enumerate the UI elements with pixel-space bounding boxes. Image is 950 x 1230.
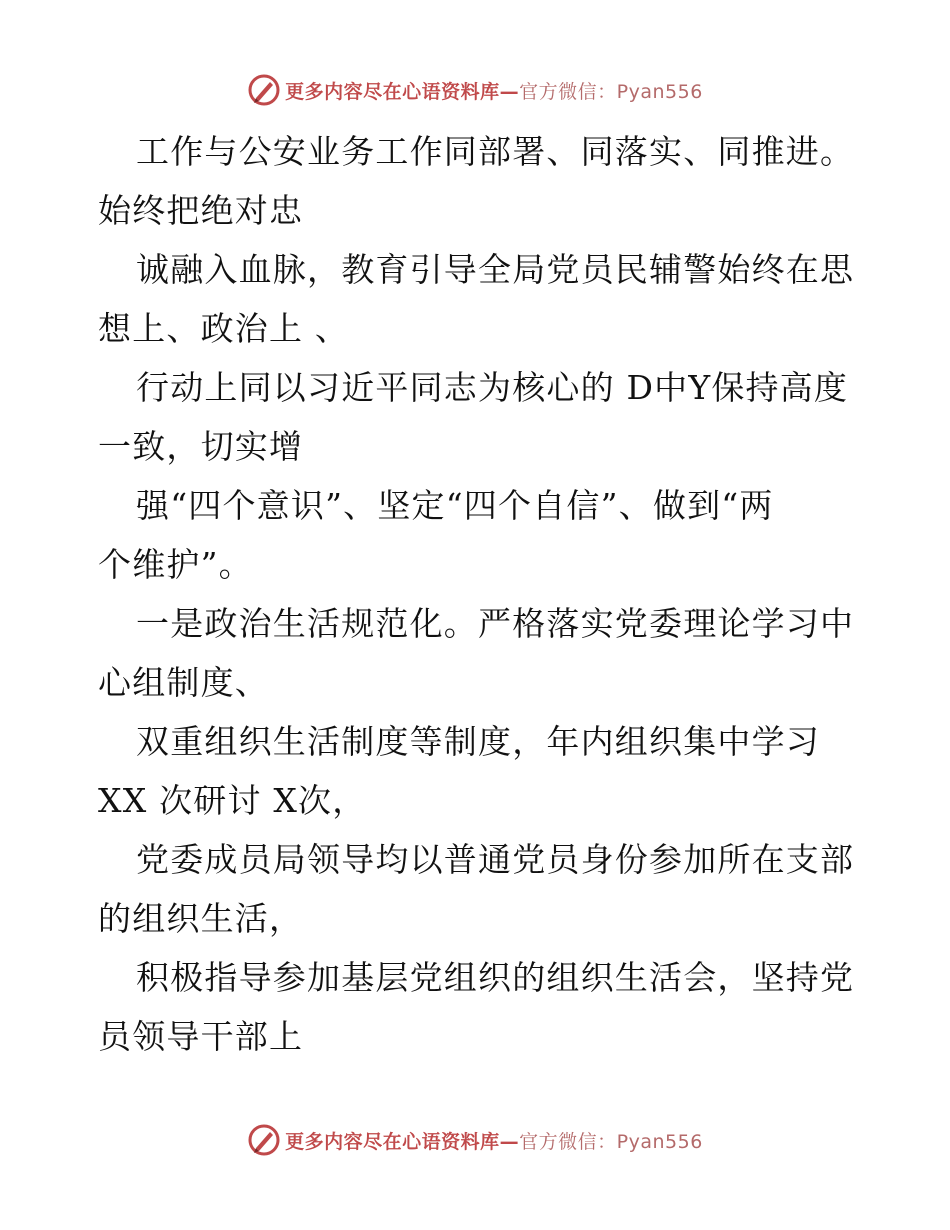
paragraph-line: 行动上同以习近平同志为核心的 D中Y保持高度 bbox=[136, 368, 849, 407]
watermark-text bbox=[285, 77, 703, 104]
paragraph bbox=[98, 240, 868, 358]
watermark-text bbox=[285, 1127, 703, 1154]
paragraph-line: 一致，切实增 bbox=[98, 427, 304, 466]
paragraph-line: 个维护”。 bbox=[98, 545, 253, 584]
watermark-wechat: 官方微信：Pyan556 bbox=[519, 1130, 703, 1153]
pen-logo-icon bbox=[247, 1123, 281, 1157]
watermark-brand: 更多内容尽在心语资料库 bbox=[285, 80, 500, 103]
pen-logo-icon bbox=[247, 73, 281, 107]
watermark-wechat: 官方微信：Pyan556 bbox=[519, 80, 703, 103]
paragraph-line: 心组制度、 bbox=[98, 663, 269, 702]
header-watermark bbox=[0, 70, 950, 110]
paragraph bbox=[98, 830, 868, 948]
paragraph-line: 员领导干部上 bbox=[98, 1017, 304, 1056]
paragraph-line: 的组织生活， bbox=[98, 899, 304, 938]
watermark-brand: 更多内容尽在心语资料库 bbox=[285, 1130, 500, 1153]
footer-watermark bbox=[0, 1120, 950, 1160]
paragraph-line: 党委成员局领导均以普通党员身份参加所在支部 bbox=[136, 840, 855, 879]
paragraph-line: 诚融入血脉，教育引导全局党员民辅警始终在思 bbox=[136, 250, 855, 289]
paragraph bbox=[98, 712, 868, 830]
paragraph-line: 积极指导参加基层党组织的组织生活会，坚持党 bbox=[136, 958, 855, 997]
paragraph bbox=[98, 948, 868, 1066]
paragraph-line: 想上、政治上 、 bbox=[98, 309, 350, 348]
document-body bbox=[98, 122, 868, 1066]
watermark-dash: — bbox=[499, 1130, 520, 1153]
paragraph bbox=[98, 358, 868, 476]
paragraph-line: 一是政治生活规范化。严格落实党委理论学习中 bbox=[136, 604, 855, 643]
paragraph bbox=[98, 594, 868, 712]
paragraph bbox=[98, 122, 868, 240]
paragraph-line: 始终把绝对忠 bbox=[98, 191, 304, 230]
paragraph-line: XX 次研讨 X次， bbox=[98, 781, 367, 820]
paragraph-line: 工作与公安业务工作同部署、同落实、同推进。 bbox=[136, 132, 855, 171]
paragraph-line: 强“四个意识”、坚定“四个自信”、做到“两 bbox=[136, 486, 774, 525]
paragraph-line: 双重组织生活制度等制度，年内组织集中学习 bbox=[136, 722, 820, 761]
paragraph bbox=[98, 476, 868, 594]
watermark-dash: — bbox=[499, 80, 520, 103]
